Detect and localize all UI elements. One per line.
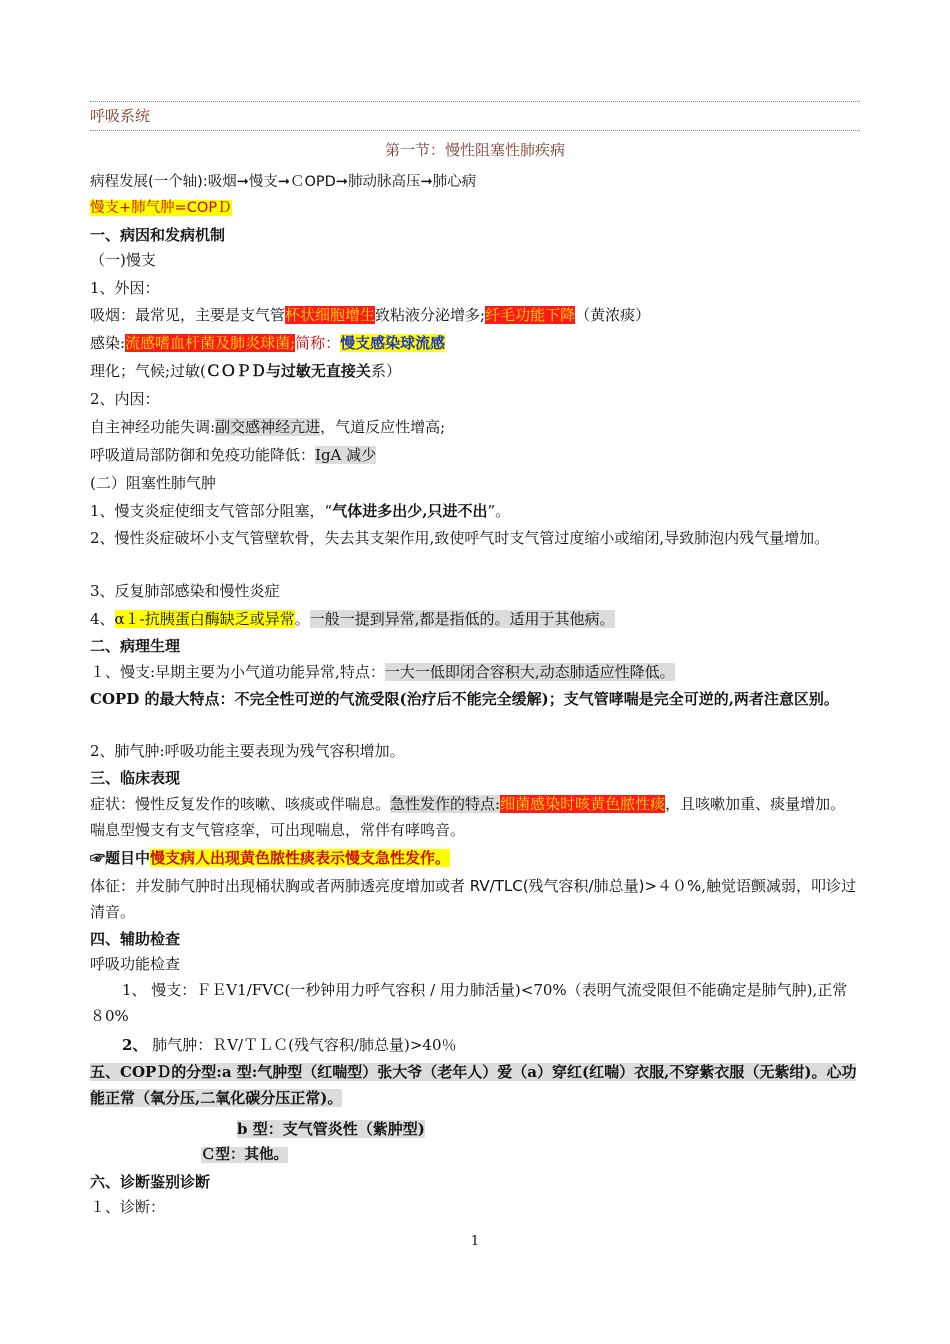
heading-diagnosis: 六、诊断鉴别诊断 <box>90 1173 211 1191</box>
internal-causes-label: 2、内因： <box>90 390 160 408</box>
section-title: 第一节：慢性阻塞性肺疾病 <box>384 141 565 159</box>
physical-chemical-line: 理化；气候;过敏(ＣＯＰＤ与过敏无直接关系） <box>90 362 401 380</box>
goblet-cell-highlight: 杯状细胞增生 <box>285 306 376 324</box>
spirometry-bronchitis: 1、 慢支：ＦＥV1/FVC(一秒钟用力呼气容积 / 用力肺活量)<70%（表明气流受限但不能确定是肺气肿),正常８0% <box>90 981 848 1025</box>
autonomic-line: 自主神经功能失调:副交感神经亢进，气道反应性增高; <box>90 418 446 436</box>
heading-auxiliary: 四、辅助检查 <box>90 930 181 948</box>
smoking-line: 吸烟：最常见，主要是支气管杯状细胞增生致粘液分泌增多;纤毛功能下降（黄浓痰） <box>90 306 651 324</box>
cilia-highlight: 纤毛功能下降 <box>485 306 576 324</box>
heading-etiology: 一、病因和发病机制 <box>90 226 226 244</box>
header-title: 呼吸系统 <box>90 107 151 125</box>
emphysema-point-1: 1、慢支炎症使细支气管部分阻塞，“气体进多出少,只进不出”。 <box>90 502 511 520</box>
purulent-sputum-highlight: 细菌感染时咳黄色脓性痰 <box>500 795 666 813</box>
definition-line <box>90 198 860 218</box>
signs-paragraph: 体征：并发肺气肿时出现桶状胸或者两肺透亮度增加或者 RV/TLC(残气容积/肺总量)>４０%,触觉语颤减弱，叩诊过清音。 <box>90 877 857 921</box>
emphysema-point-3: 3、反复肺部感染和慢性炎症 <box>90 582 280 600</box>
external-causes-label: 1、外因： <box>90 279 160 297</box>
header-rule <box>90 101 860 102</box>
page-number: 1 <box>470 1234 480 1249</box>
mnemonic-highlight: 慢支感染球流感 <box>340 334 446 352</box>
exam-tip-highlight: 慢支病人出现黄色脓性痰表示慢支急性发作。 <box>150 849 451 867</box>
heading-clinical: 三、临床表现 <box>90 769 181 787</box>
copd-typing-paragraph: 五、COPＤ的分型:a 型:气肿型（红喘型）张大爷（老年人）爱（a）穿红(红喘）衣服,不穿紫衣服（无紫绀)。心功能正常（氧分压,二氧化碳分压正常)。 <box>90 1063 857 1107</box>
subheading-chronic-bronchitis: （一)慢支 <box>90 251 156 269</box>
antitrypsin-highlight: α１-抗胰蛋白酶缺乏或异常 <box>114 610 295 628</box>
type-b-line: b 型：支气管炎性（紫肿型) <box>237 1120 425 1138</box>
header-rule-bottom <box>90 130 860 131</box>
infection-line: 感染:流感嗜血杆菌及肺炎球菌;简称：慢支感染球流感 <box>90 334 446 352</box>
pathophysiology-point-1: １、慢支:早期主要为小气道功能异常,特点：一大一低即闭合容积大,动态肺适应性降低。 <box>90 663 675 681</box>
definition-highlight: 慢支+肺气肿=COPＤ <box>90 200 232 216</box>
emphysema-point-4: 4、α１-抗胰蛋白酶缺乏或异常。一般一提到异常,都是指低的。适用于其他病。 <box>90 610 615 628</box>
subheading-emphysema: (二）阻塞性肺气肿 <box>90 474 216 492</box>
symptoms-paragraph: 症状：慢性反复发作的咳嗽、咳痰或伴喘息。急性发作的特点:细菌感染时咳黄色脓性痰，且咳嗽加重、痰量增加。喘息型慢支有支气管痉挛，可出现喘息，常伴有哮鸣音。 <box>90 795 846 839</box>
emphysema-point-2: 2、慢性炎症破坏小支气管壁软骨，失去其支架作用,致使呼气时支气管过度缩小或缩闭,导致肺泡内残气量增加。 <box>90 529 830 547</box>
disease-course-line: 病程发展(一个轴):吸烟➞慢支➞ＣOPD➞肺动脉高压➞肺心病 <box>90 174 477 190</box>
pathogen-highlight: 流感嗜血杆菌及肺炎球菌; <box>125 334 296 352</box>
spirometry-emphysema: 2、 肺气肿：ＲV/ＴＬＣ(残气容积/肺总量)>40％ <box>122 1036 457 1054</box>
pathophysiology-point-2: 2、肺气肿:呼吸功能主要表现为残气容积增加。 <box>90 742 405 760</box>
exam-tip-line: ☞题目中慢支病人出现黄色脓性痰表示慢支急性发作。 <box>90 849 451 867</box>
diagnosis-label: １、诊断： <box>90 1198 166 1216</box>
type-c-line: Ｃ型：其他。 <box>201 1147 288 1163</box>
heading-pathophysiology: 二、病理生理 <box>90 637 181 655</box>
pulmonary-function-label: 呼吸功能检查 <box>90 955 181 973</box>
copd-key-feature: COPD 的最大特点：不完全性可逆的气流受限(治疗后不能完全缓解)；支气管哮喘是完全可逆的,两者注意区别。 <box>90 690 839 708</box>
immunity-line: 呼吸道局部防御和免疫功能降低：IgA 减少 <box>90 446 377 464</box>
